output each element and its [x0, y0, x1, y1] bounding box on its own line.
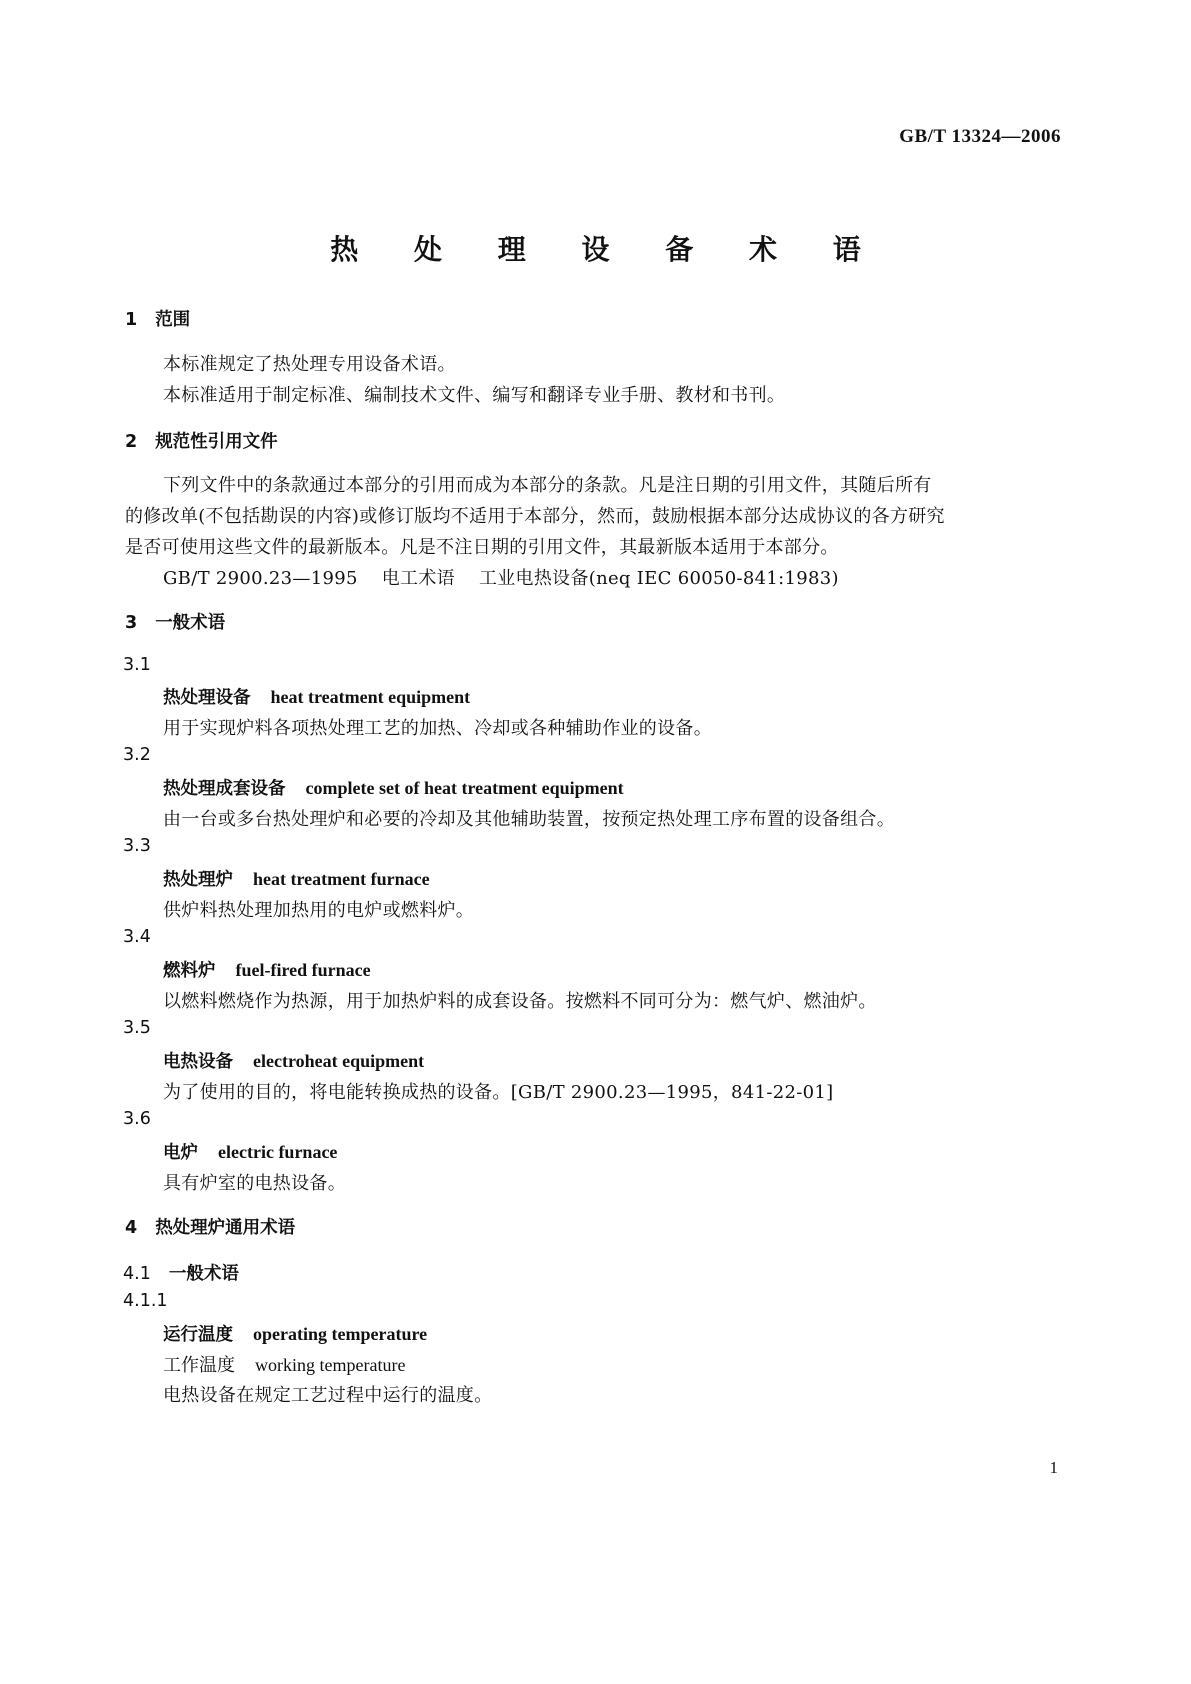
section-number: 4: [125, 1218, 138, 1238]
standard-code: GB/T 13324—2006: [899, 126, 1061, 147]
term-entry: [163, 866, 430, 891]
term-en: complete set of heat treatment equipment: [305, 778, 624, 798]
term-entry: [163, 775, 624, 800]
section-4-heading: [125, 1214, 295, 1239]
term-entry: [163, 957, 371, 982]
paragraph: 本标准适用于制定标准、编制技术文件、编写和翻译专业手册、教材和书刊。: [163, 385, 786, 406]
term-alt-en: working temperature: [255, 1355, 406, 1375]
reference-title: 电工术语: [381, 568, 455, 589]
term-definition: 用于实现炉料各项热处理工艺的加热、冷却或各种辅助作业的设备。: [163, 718, 712, 739]
term-definition: 供炉料热处理加热用的电炉或燃料炉。: [163, 900, 475, 921]
term-en: electroheat equipment: [253, 1051, 425, 1071]
term-alternate: [163, 1351, 405, 1377]
section-2-heading: [125, 428, 278, 453]
term-en: heat treatment furnace: [253, 869, 430, 889]
subsection-heading: [123, 1260, 239, 1285]
term-definition: 以燃料燃烧作为热源，用于加热炉料的成套设备。按燃料不同可分为：燃气炉、燃油炉。: [163, 991, 877, 1012]
section-3-heading: [125, 609, 225, 634]
term-entry: [163, 1048, 424, 1073]
term-definition: 由一台或多台热处理炉和必要的冷却及其他辅助装置，按预定热处理工序布置的设备组合。: [163, 809, 895, 830]
section-1-heading: [125, 306, 190, 331]
normative-reference: [163, 564, 863, 590]
reference-detail: 工业电热设备(neq IEC 60050-841:1983): [478, 568, 839, 589]
term-zh: 热处理成套设备: [163, 779, 286, 799]
term-definition: 电热设备在规定工艺过程中运行的温度。: [163, 1385, 493, 1406]
term-zh: 燃料炉: [163, 961, 216, 981]
term-entry: [163, 684, 470, 709]
term-number: 3.1: [123, 655, 151, 675]
section-title: 一般术语: [155, 613, 226, 633]
paragraph: 本标准规定了热处理专用设备术语。: [163, 354, 456, 375]
term-zh: 电热设备: [163, 1052, 233, 1072]
reference-code: GB/T 2900.23—1995: [163, 568, 358, 589]
term-en: operating temperature: [253, 1324, 428, 1344]
term-number: 3.6: [123, 1109, 151, 1129]
term-zh: 运行温度: [163, 1325, 233, 1345]
document-title: 热 处 理 设 备 术 语: [330, 233, 884, 266]
term-zh: 热处理炉: [163, 870, 233, 890]
term-number: 3.3: [123, 836, 151, 856]
section-title: 范围: [155, 310, 191, 330]
term-entry: [163, 1139, 337, 1164]
term-entry: [163, 1321, 427, 1346]
subsection-title: 一般术语: [168, 1264, 239, 1284]
paragraph-line: 下列文件中的条款通过本部分的引用而成为本部分的条款。凡是注日期的引用文件，其随后所有: [163, 475, 932, 496]
subsection-number: 4.1: [123, 1264, 151, 1284]
term-definition: 具有炉室的电热设备。: [163, 1173, 346, 1194]
term-number: 3.2: [123, 745, 151, 765]
term-en: heat treatment equipment: [270, 687, 471, 707]
term-alt-zh: 工作温度: [163, 1355, 235, 1376]
term-number: 3.4: [123, 927, 151, 947]
paragraph-line: 的修改单(不包括勘误的内容)或修订版均不适用于本部分，然而，鼓励根据本部分达成协议的各方研究: [125, 506, 945, 527]
page-number: 1: [1049, 1458, 1058, 1477]
section-title: 规范性引用文件: [155, 432, 278, 452]
term-number: 3.5: [123, 1018, 151, 1038]
section-title: 热处理炉通用术语: [155, 1218, 296, 1238]
term-zh: 热处理设备: [163, 688, 251, 708]
section-number: 1: [125, 310, 138, 330]
term-definition: 为了使用的目的，将电能转换成热的设备。[GB/T 2900.23—1995，841-22-01]: [163, 1082, 834, 1103]
term-en: fuel-fired furnace: [235, 960, 371, 980]
paragraph-line: 是否可使用这些文件的最新版本。凡是不注日期的引用文件，其最新版本适用于本部分。: [125, 537, 839, 558]
term-en: electric furnace: [218, 1142, 338, 1162]
term-zh: 电炉: [163, 1143, 198, 1163]
section-number: 3: [125, 613, 138, 633]
term-number: 4.1.1: [123, 1291, 168, 1311]
section-number: 2: [125, 432, 138, 452]
